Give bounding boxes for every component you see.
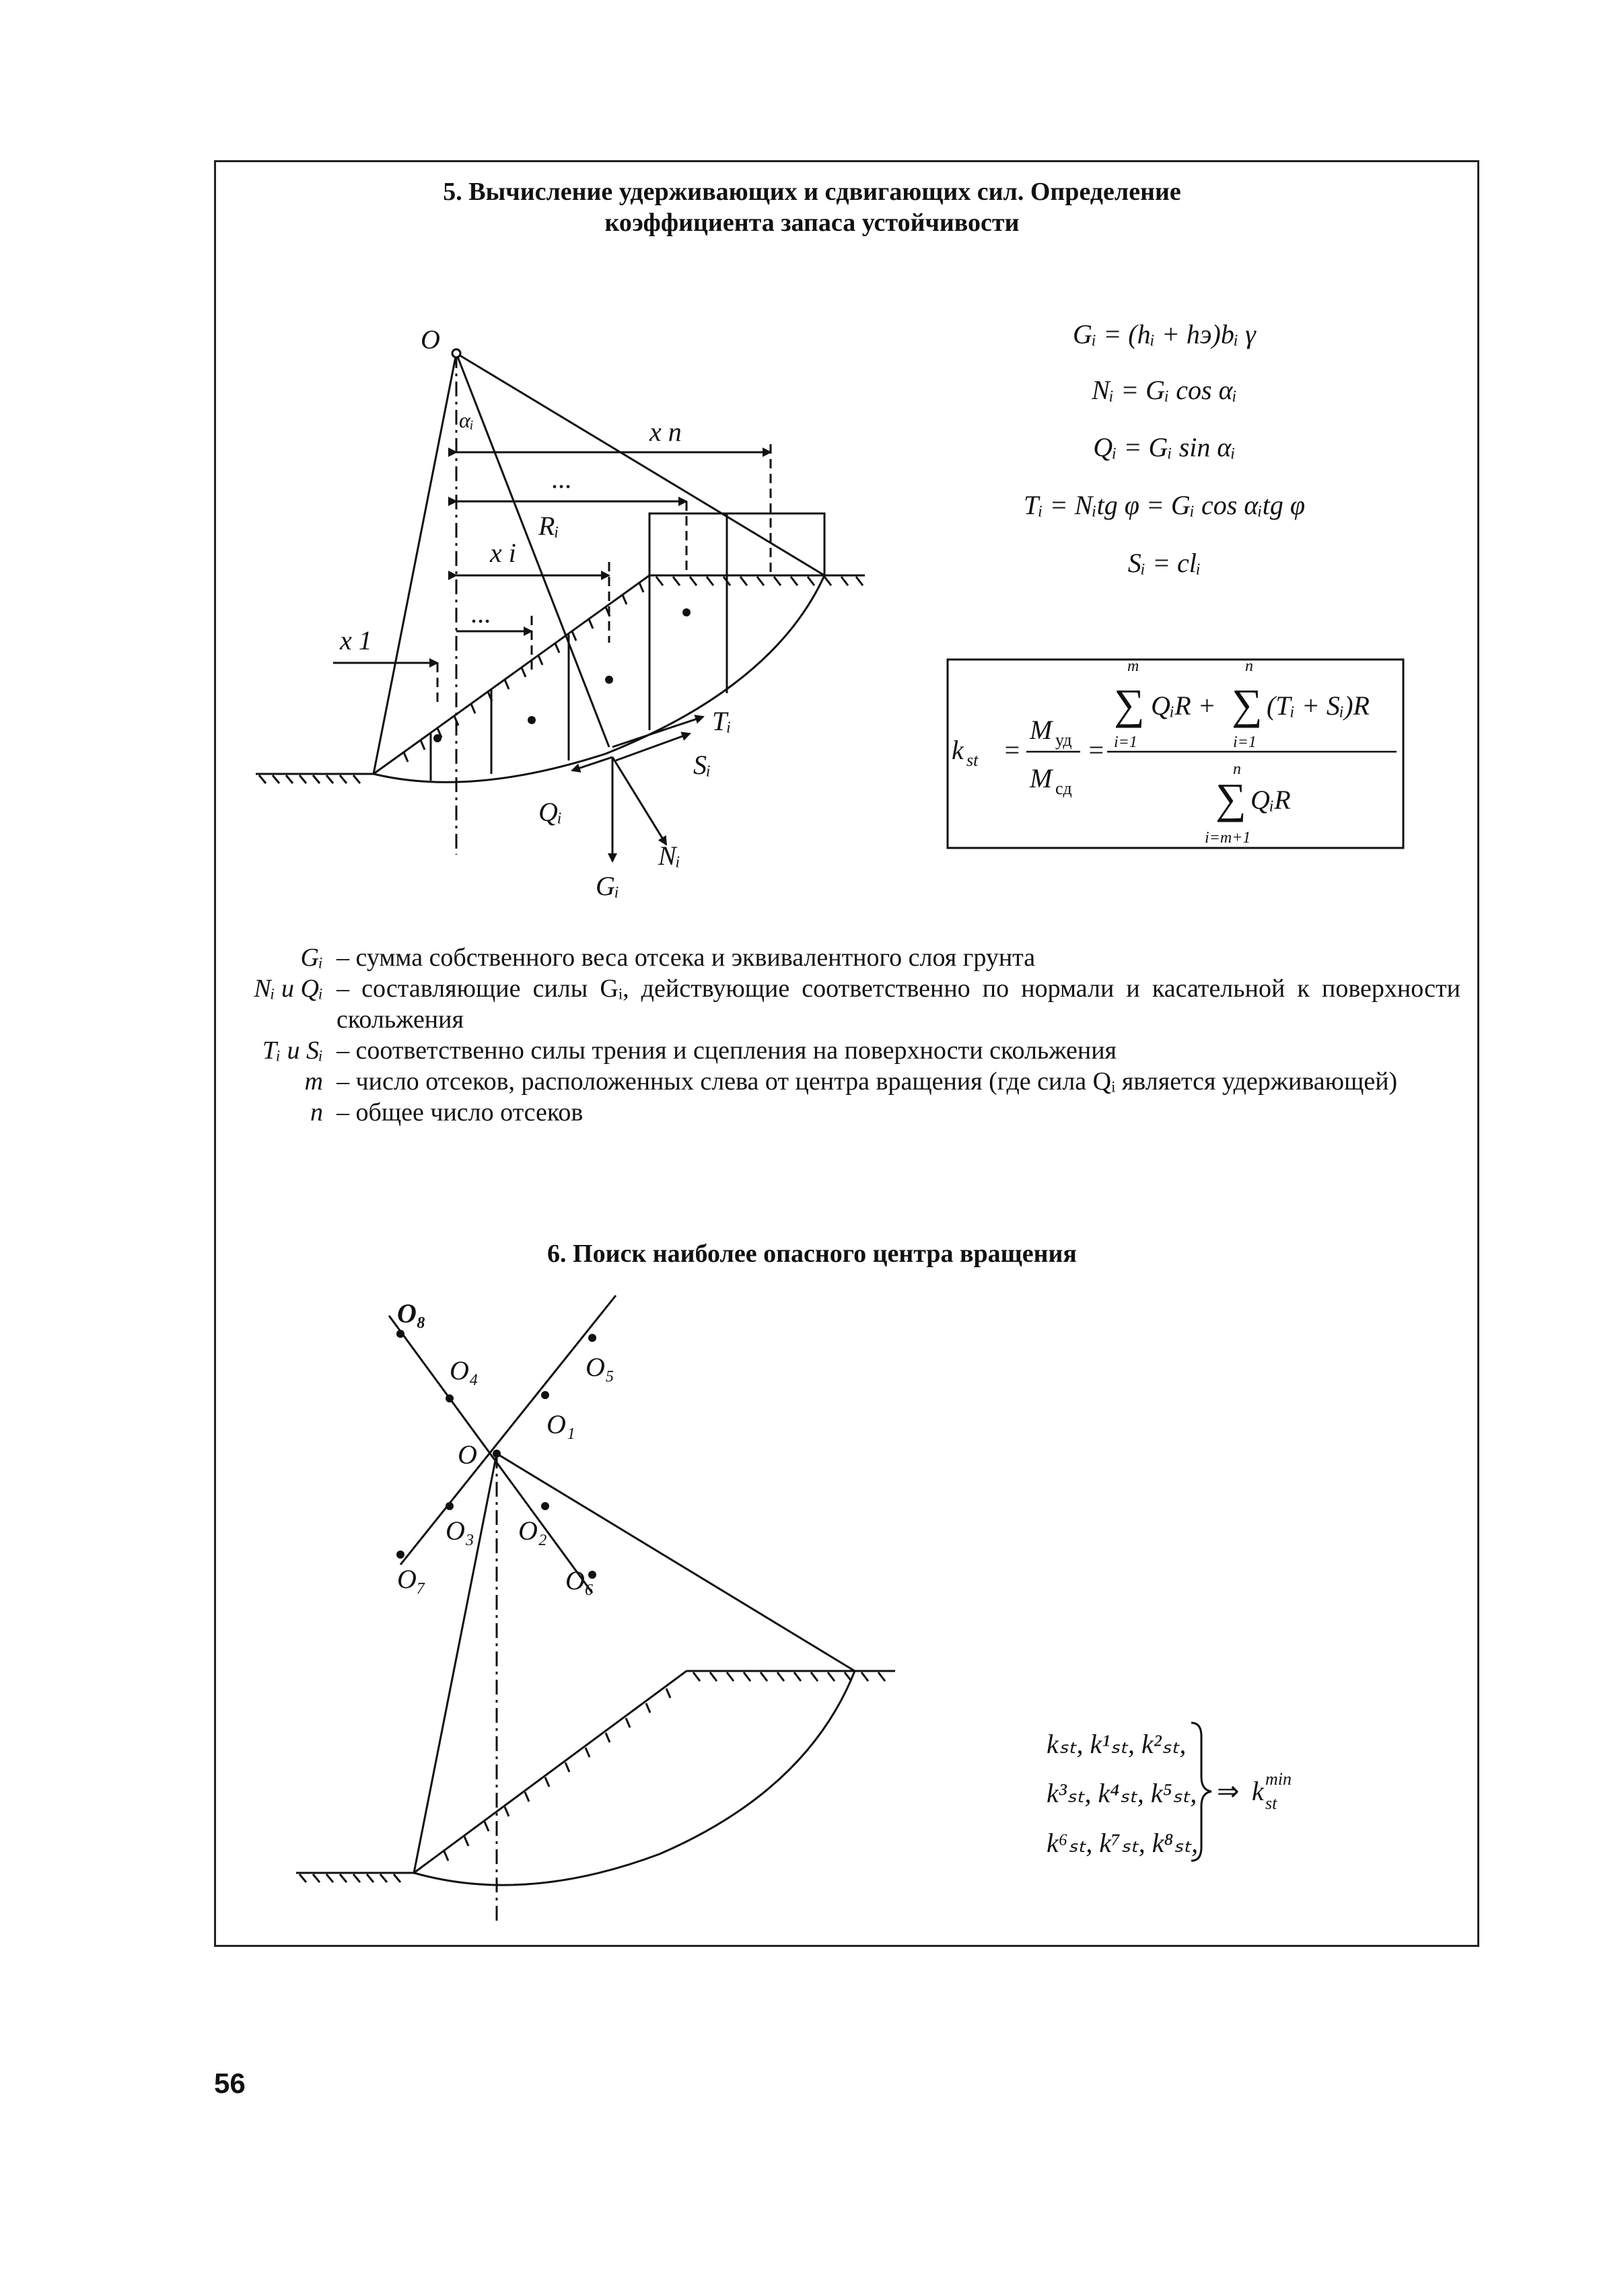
label-O1: O₁ [546,1409,575,1439]
page-number: 56 [214,2067,246,2099]
radius-right-2 [497,1454,855,1671]
label-dots: ... [552,464,572,494]
slope-face-2 [414,1671,686,1873]
label-Q: Qᵢ [538,797,563,827]
label-O: O [458,1439,477,1470]
denom-top: n [1233,760,1241,778]
label-N: Nᵢ [658,841,681,871]
force-N [612,757,666,845]
kst-row3: k⁶ₛₜ, k⁷ₛₜ, k⁸ₛₜ, [1047,1828,1199,1858]
section6-title: 6. Поиск наиболее опасного центра вращения [547,1240,1077,1268]
legend-row [222,1035,1467,1066]
diagram2-labels [397,1298,614,1596]
force-T [612,717,703,747]
slip-circle-2 [414,1671,855,1885]
label-O3: O₃ [446,1516,474,1546]
label-O4: O₄ [450,1355,479,1386]
formula-G: Gᵢ = (hᵢ + hэ)bᵢ γ [1073,319,1256,349]
section5-title-line1: 5. Вычисление удерживающих и сдвигающих сил. Определение [443,178,1181,206]
kst-lhs: k [952,735,964,765]
label-T: Tᵢ [712,706,732,736]
numerator-a: QᵢR + [1151,690,1216,721]
legend-symbol: Gᵢ [300,944,323,972]
diag-line-2 [400,1295,616,1565]
label-alpha: αᵢ [459,408,474,432]
svg-text:∑: ∑ [1215,775,1246,822]
label-R: Rᵢ [538,511,559,541]
formulas [1024,319,1305,578]
legend-row [222,973,1467,1035]
legend-text: – число отсеков, расположенных слева от центра вращения (где сила Qᵢ является удерживающей) [337,1067,1398,1096]
svg-text:∑: ∑ [1232,680,1263,728]
sum-bottom-1: i=1 [1114,734,1137,751]
label-O8: O₈ [397,1298,426,1328]
label-S: Sᵢ [693,750,711,780]
label-O2: O₂ [518,1516,547,1546]
m-sd-sub: сд [1055,779,1072,798]
label-O7: O₇ [397,1564,426,1594]
sum-bottom-2: i=1 [1233,734,1257,751]
label-xn: x n [649,417,682,447]
label-x1: x 1 [340,625,372,655]
label-dots2: ... [471,598,491,629]
denom-bottom: i=m+1 [1205,829,1251,847]
legend-row [222,942,1467,973]
label-xi: x i [490,538,516,568]
m-sd: M [1030,763,1053,793]
kst-result-sup: min [1265,1769,1292,1789]
kst-formula-box [948,657,1403,848]
kst-row2: k³ₛₜ, k⁴ₛₜ, k⁵ₛₜ, [1047,1778,1197,1808]
kst-result: k [1252,1776,1264,1806]
label-O5: O₅ [586,1352,614,1382]
formula-T: Tᵢ = Nᵢtg φ = Gᵢ cos αᵢtg φ [1024,490,1305,520]
m-ud-sub: уд [1055,730,1072,750]
legend-symbol: m [304,1067,323,1096]
svg-text:∑: ∑ [1114,680,1145,728]
diagram1-labels [339,324,732,901]
center-O [452,349,460,357]
kst-row1: kₛₜ, k¹ₛₜ, k²ₛₜ, [1047,1729,1187,1759]
legend-text: – составляющие силы Gᵢ, действующие соответственно по нормали и касательной к поверхности скольжения [337,974,1460,1034]
legend-symbol: Nᵢ и Qᵢ [254,974,323,1003]
legend-symbol: n [310,1098,323,1127]
svg-text:=: = [1087,735,1105,765]
legend-text: – общее число отсеков [337,1098,584,1127]
slip-circle [374,575,824,782]
legend-text: – сумма собственного веса отсека и эквивалентного слоя грунта [337,944,1036,972]
diag-line-1 [389,1316,592,1593]
svg-text:=: = [1003,735,1021,765]
ground-left-hatch [259,775,360,783]
legend-symbol: Tᵢ и Sᵢ [262,1036,323,1065]
kst-arrow: ⇒ [1217,1776,1240,1806]
formula-N: Nᵢ = Gᵢ cos αᵢ [1092,375,1237,405]
legend-text: – соответственно силы трения и сцепления на поверхности скольжения [337,1036,1117,1065]
sum-top-m: m [1127,657,1139,675]
m-ud: M [1030,715,1053,745]
force-S [616,734,690,760]
section5-title-line2: коэффициента запаса устойчивости [604,209,1020,237]
kst-lhs-sub: st [966,750,979,770]
numerator-b: (Tᵢ + Sᵢ)R [1267,690,1370,721]
diagram1 [256,349,865,861]
label-O: O [421,324,440,355]
formula-S: Sᵢ = clᵢ [1127,548,1201,578]
label-G: Gᵢ [596,871,620,901]
sum-top-n: n [1245,657,1253,675]
kst-result-sub: st [1265,1793,1277,1813]
label-O6: O₆ [565,1565,594,1596]
force-Q [572,757,612,771]
radius-ri [456,353,609,747]
formula-Q: Qᵢ = Gᵢ sin αᵢ [1093,432,1236,462]
radius-left [374,353,456,774]
legend-row [222,1066,1467,1097]
kst-list [1047,1723,1292,1861]
legend [222,942,1467,1128]
ground-top-hatch [656,577,863,585]
denom-body: QᵢR [1250,785,1291,815]
diagram2 [296,1295,895,1921]
legend-row [222,1097,1467,1128]
